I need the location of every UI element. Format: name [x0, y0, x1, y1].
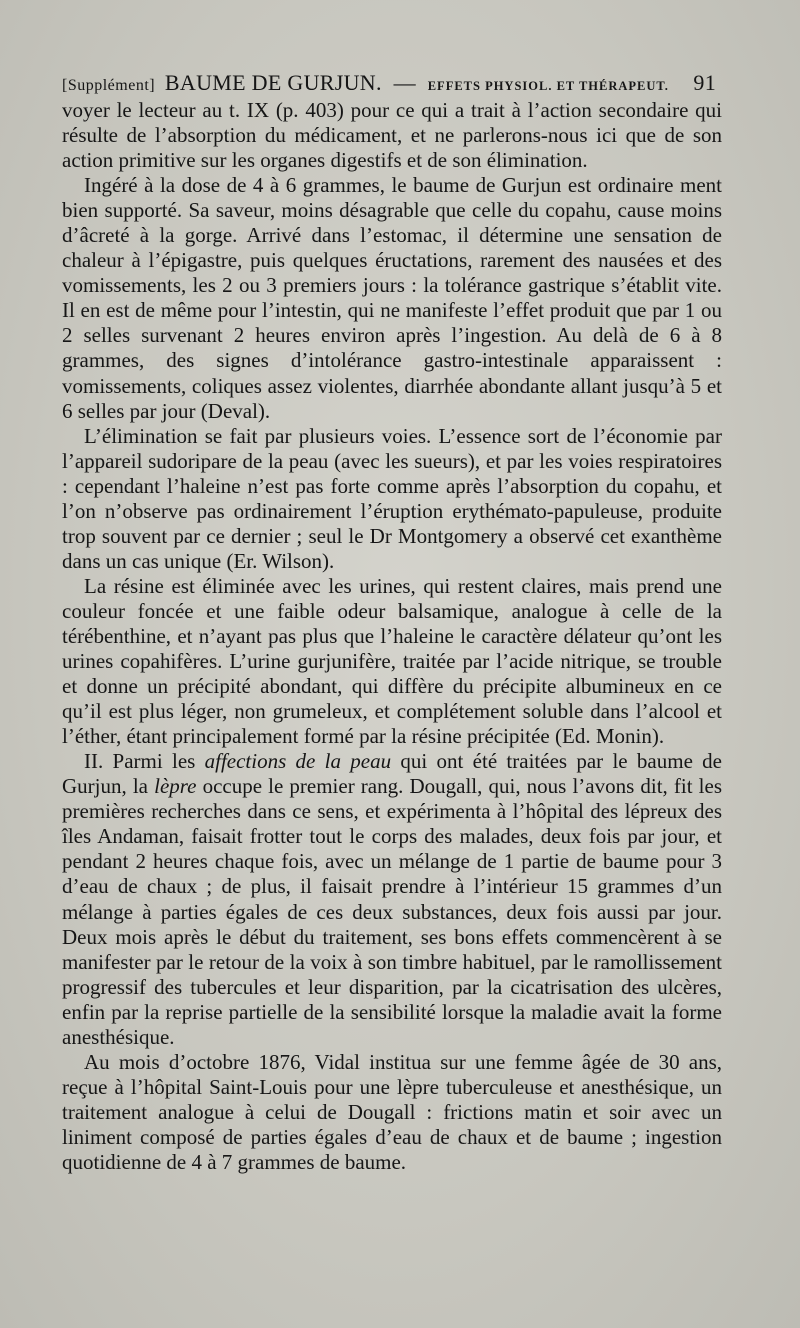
article-title: BAUME DE GURJUN.: [164, 70, 382, 95]
paragraph-vidal: Au mois d’octobre 1876, Vidal institua sur une femme âgée de 30 ans, reçue à l’hôpital Saint-Louis pour une lèpre tuberculeuse et anesthésique, un traitement analogue à celui de Dougall : frictions matin et soir avec un liniment composé de parties égales d’eau de chaux et de baume ; ingestion quotidienne de 4 à 7 grammes de baume.: [62, 1049, 722, 1174]
paragraph-skin-affections: [62, 749, 722, 1050]
page-number: 91: [693, 70, 716, 95]
running-header: [62, 66, 716, 100]
header-dash: —: [393, 70, 416, 95]
body-text: [62, 98, 722, 1175]
paragraph-ingestion: Ingéré à la dose de 4 à 6 grammes, le baume de Gurjun est ordinaire ment bien supporté. Sa saveur, moins désagrable que celle du copahu, cause moins d’âcreté à la gorge. Arrivé dans l’estomac, il détermine une sensation de chaleur à l’épigastre, puis quelques éructations, rarement des nausées et des vomissements, les 2 ou 3 premiers jours : la tolérance gastrique s’établit vite. Il en est de même pour l’intestin, qui ne manifeste l’effet produit que par 1 ou 2 selles survenant 2 heures environ après l’ingestion. Au delà de 6 à 8 grammes, des signes d’intolérance gastro-intestinale apparaissent : vomissements, coliques assez violentes, diarrhée abondante allant jusqu’à 5 et 6 selles par jour (Deval).: [62, 173, 722, 423]
italic-term: affections de la peau: [204, 749, 392, 774]
paragraph-continuation: voyer le lecteur au t. IX (p. 403) pour ce qui a trait à l’action secondaire qui résulte de l’absorption du médicament, et ne parlerons-nous ici que de son action primitive sur les organes digestifs et de son élimination.: [62, 98, 722, 173]
paragraph-elimination: L’élimination se fait par plusieurs voies. L’essence sort de l’économie par l’appareil sudoripare de la peau (avec les sueurs), et par les voies respiratoires : cependant l’haleine n’est pas forte comme après l’absorption du copahu, et l’on n’observe pas ordinairement l’éruption erythémato-papuleuse, produite trop souvent par ce dernier ; seul le Dr Montgomery a observé cet exanthème dans un cas unique (Er. Wilson).: [62, 423, 722, 573]
italic-term: lèpre: [154, 774, 197, 799]
text-run: qui ont été traitées par le baume de Gurjun, la: [62, 749, 722, 799]
paragraph-resin: La résine est éliminée avec les urines, qui restent claires, mais prend une couleur foncée et une faible odeur balsamique, analogue à celle de la térébenthine, et n’ayant pas plus que l’haleine le caractère délateur qu’ont les urines copahifères. L’urine gurjunifère, traitée par l’acide nitrique, se trouble et donne un précipité abondant, qui diffère du précipite albumineux en ce qu’il est plus léger, non grumeleux, et complétement soluble dans l’alcool et l’éther, étant principalement formé par la résine précipitée (Ed. Monin).: [62, 573, 722, 749]
text-run: II. Parmi les: [84, 749, 205, 774]
section-label: [Supplément]: [62, 77, 156, 94]
text-run: occupe le premier rang. Dougall, qui, nous l’avons dit, fit les premières recherches dans ce sens, et expérimenta à l’hôpital des lépreux des îles Andaman, faisait frotter tout le corps des malades, deux fois par jour, et pendant 2 heures chaque fois, avec un mélange de 1 partie de baume pour 3 d’eau de chaux ; de plus, il faisait prendre à l’intérieur 15 grammes d’un mélange à parties égales de ces deux substances, deux fois aussi par jour. Deux mois après le début du traitement, ses bons effets commencèrent à se manifester par le retour de la voix à son timbre habituel, par le ramollissement progressif des tubercules et leur disparition, par la cicatrisation des ulcères, enfin par la reprise partielle de la sensibilité lorsque la maladie avait la forme anesthésique.: [62, 774, 722, 1049]
article-subtitle: EFFETS PHYSIOL. ET THÉRAPEUT.: [427, 79, 669, 93]
